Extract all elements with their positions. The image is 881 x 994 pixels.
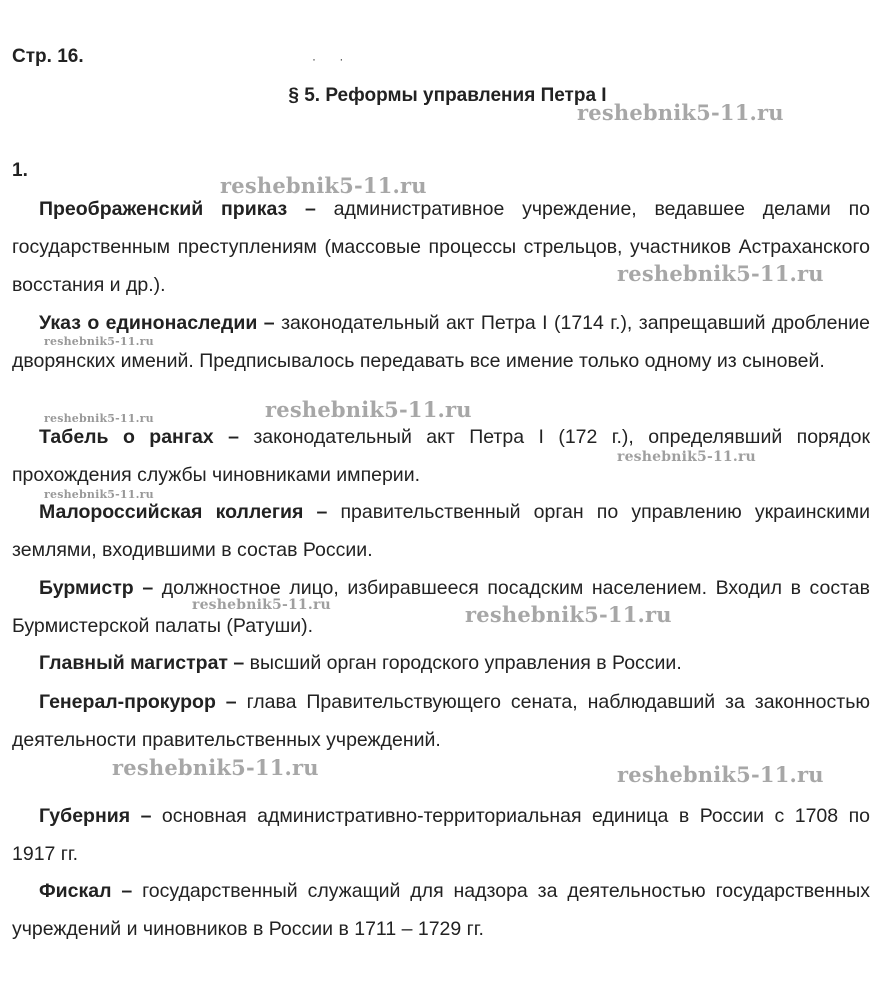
definition-paragraph bbox=[12, 569, 870, 645]
definition-dash: – bbox=[213, 426, 254, 448]
watermark: reshebnik5-11.ru bbox=[465, 602, 672, 627]
section-heading: § 5. Реформы управления Петра I bbox=[288, 85, 607, 106]
watermark: reshebnik5-11.ru bbox=[220, 173, 427, 198]
definition-term: Указ о единонаследии bbox=[39, 312, 258, 334]
definition-dash: – bbox=[215, 691, 247, 713]
definition-paragraph bbox=[12, 644, 870, 682]
watermark: reshebnik5-11.ru bbox=[577, 100, 784, 125]
definition-paragraph bbox=[12, 190, 870, 304]
scan-artifact: · · bbox=[312, 52, 344, 66]
definition-dash: – bbox=[287, 198, 334, 220]
definition-term: Бурмистр bbox=[39, 577, 134, 599]
definition-dash: – bbox=[257, 312, 282, 334]
definition-text: административное учреждение, ведавшее делами по государственным преступлениям (массовые процессы стрельцов, участников Астраханского восстания и др.). bbox=[12, 198, 870, 296]
definition-text: основная административно-территориальная единица в России с 1708 по 1917 гг. bbox=[12, 805, 870, 865]
definition-dash: – bbox=[303, 501, 341, 523]
page-reference: Стр. 16. bbox=[12, 46, 84, 67]
definition-term: Малороссийская коллегия bbox=[39, 501, 304, 523]
definition-dash: – bbox=[111, 880, 143, 902]
definition-dash: – bbox=[227, 652, 250, 674]
definition-dash: – bbox=[130, 805, 162, 827]
definition-term: Главный магистрат bbox=[39, 652, 228, 674]
watermark: reshebnik5-11.ru bbox=[192, 597, 331, 613]
definition-term: Табель о рангах bbox=[39, 426, 214, 448]
watermark: reshebnik5-11.ru bbox=[44, 335, 154, 348]
definition-text: законодательный акт Петра I (1714 г.), запрещавший дробление дворянских имений. Предписывалось передавать все имение только одному из сыновей. bbox=[12, 312, 870, 372]
watermark: reshebnik5-11.ru bbox=[44, 412, 154, 425]
task-number: 1. bbox=[12, 160, 28, 181]
definition-text: глава Правительствующего сената, наблюдавший за законностью деятельности правительственных учреждений. bbox=[12, 691, 870, 751]
definition-term: Губерния bbox=[39, 805, 131, 827]
watermark: reshebnik5-11.ru bbox=[617, 762, 824, 787]
definition-text: должностное лицо, избиравшееся посадским населением. Входил в состав Бурмистерской палаты (Ратуши). bbox=[12, 577, 870, 637]
definition-paragraph bbox=[12, 797, 870, 873]
definition-term: Преображенский приказ bbox=[39, 198, 288, 220]
watermark: reshebnik5-11.ru bbox=[617, 261, 824, 286]
watermark: reshebnik5-11.ru bbox=[112, 755, 319, 780]
definition-paragraph bbox=[12, 872, 870, 948]
definition-text: законодательный акт Петра I (172 г.), определявший порядок прохождения службы чиновниками империи. bbox=[12, 426, 870, 486]
definition-term: Фискал bbox=[39, 880, 112, 902]
watermark: reshebnik5-11.ru bbox=[44, 488, 154, 501]
definition-term: Генерал-прокурор bbox=[39, 691, 216, 713]
definition-dash: – bbox=[133, 577, 162, 599]
definition-paragraph bbox=[12, 683, 870, 759]
watermark: reshebnik5-11.ru bbox=[617, 449, 756, 465]
definition-paragraph bbox=[12, 493, 870, 569]
definition-text: правительственный орган по управлению украинскими землями, входившими в состав России. bbox=[12, 501, 870, 561]
definition-text: государственный служащий для надзора за деятельностью государственных учреждений и чиновников в России в 1711 – 1729 гг. bbox=[12, 880, 870, 940]
definition-text: высший орган городского управления в России. bbox=[249, 652, 682, 674]
watermark: reshebnik5-11.ru bbox=[265, 397, 472, 422]
